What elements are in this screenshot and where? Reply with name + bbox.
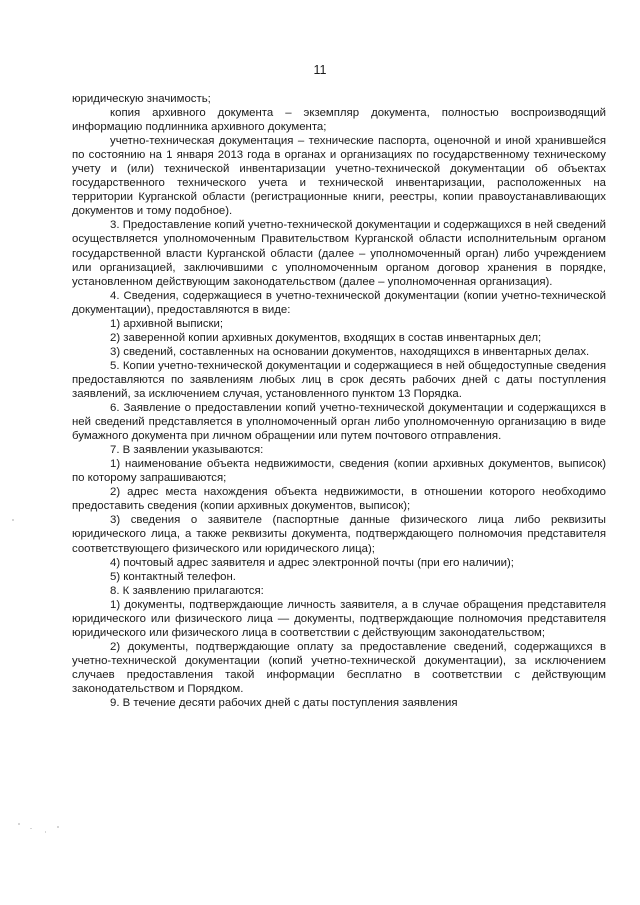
paragraph: юридическую значимость;: [72, 93, 211, 105]
paragraph: 1) наименование объекта недвижимости, сведения (копии архивных документов, выписок) по которому запрашиваются;: [72, 458, 606, 485]
paragraph: копия архивного документа – экземпляр документа, полностью воспроизводящий информацию подлинника архивного документа;: [72, 107, 606, 134]
scan-speck: [45, 831, 46, 833]
paragraph: 3. Предоставление копий учетно-технической документации и содержащихся в ней сведений осуществляется уполномоченным Правительством Курганской области исполнительным органом государственной власти Курганской области (далее – уполномоченный орган) либо учреждением или организацией, заключившими с уполномоченным органом договор хранения в порядке, установленном действующим законодательством (далее – уполномоченная организация).: [72, 219, 606, 288]
scan-speck: [57, 826, 59, 828]
paragraph: 3) сведения о заявителе (паспортные данные физического лица либо реквизиты юридического лица, а также реквизиты документа, подтверждающего полномочия представителя соответствующего физического или юридического лица);: [72, 514, 606, 555]
paragraph: 3) сведений, составленных на основании документов, находящихся в инвентарных делах.: [110, 345, 590, 358]
paragraph: 1) архивной выписки;: [110, 317, 224, 330]
paragraph: 8. К заявлению прилагаются:: [110, 584, 264, 597]
paragraph: 5) контактный телефон.: [110, 570, 236, 583]
scan-speck: [30, 828, 32, 829]
paragraph: 1) документы, подтверждающие личность заявителя, а в случае обращения представителя юридического или физического лица — документы, подтверждающие полномочия представителя юридического или физического лица в соответствии с действующим законодательством;: [72, 598, 606, 639]
paragraph: 2) адрес места нахождения объекта недвижимости, в отношении которого необходимо предоставить сведения (копии архивных документов, выписок);: [72, 486, 606, 513]
paragraph: 2) заверенной копии архивных документов, входящих в состав инвентарных дел;: [110, 331, 542, 344]
paragraph: 4. Сведения, содержащиеся в учетно-технической документации (копии учетно-технической документации), предоставляются в виде:: [72, 289, 606, 316]
paragraph: 4) почтовый адрес заявителя и адрес электронной почты (при его наличии);: [110, 556, 514, 569]
document-body: [72, 92, 606, 710]
paragraph: 7. В заявлении указываются:: [110, 444, 264, 457]
paragraph: 6. Заявление о предоставлении копий учетно-технической документации и содержащихся в ней сведений представляется в уполномоченный орган либо уполномоченную организацию в виде бумажного документа при личном обращении или путем почтового отправления.: [72, 402, 606, 443]
paragraph: учетно-техническая документация – технические паспорта, оценочной и иной хранившейся по состоянию на 1 января 2013 года в органах и организациях по государственному техническому учету и (или) технической инвентаризации учетно-технической документации об объектах государственного технического учета и технической инвентаризации, расположенных на территории Курганской области (регистрационные книги, реестры, копии правоустанавливающих документов и тому подобное).: [72, 135, 606, 218]
paragraph: 5. Копии учетно-технической документации и содержащиеся в ней общедоступные сведения предоставляются по заявлениям любых лиц в срок десять рабочих дней с даты поступления заявлений, за исключением случая, установленного пунктом 13 Порядка.: [72, 359, 606, 400]
scan-speck: [12, 519, 14, 521]
scan-speck: [18, 823, 20, 825]
paragraph: 9. В течение десяти рабочих дней с даты поступления заявления: [110, 697, 458, 710]
page-number: 11: [313, 63, 327, 77]
paragraph: 2) документы, подтверждающие оплату за предоставление сведений, содержащихся в учетно-технической документации (копий учетно-технической документации), за исключением случаев предоставления такой информации бесплатно в соответствии с действующим законодательством и Порядком.: [72, 640, 606, 695]
